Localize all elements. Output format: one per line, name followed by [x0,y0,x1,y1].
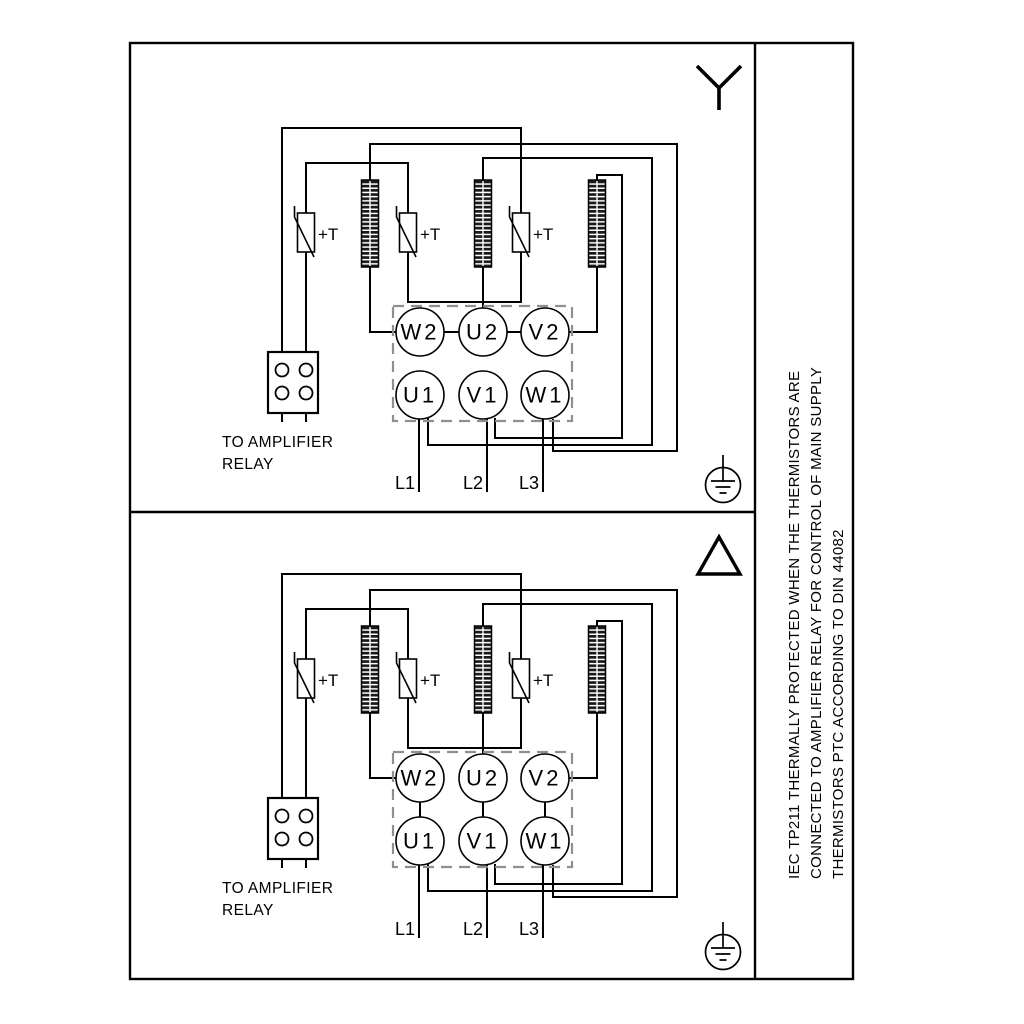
to-amplifier-relay-label-line1: TO AMPLIFIER [222,434,334,451]
side-note [786,367,847,879]
thermistor-label: +T [420,671,441,690]
side-note-line-2: CONNECTED TO AMPLIFIER RELAY FOR CONTROL OF MAIN SUPPLY [808,366,825,879]
supply-label-l3: L3 [518,919,539,939]
terminal-label-v2: V2 [528,765,562,791]
supply-label-l1: L1 [394,473,415,493]
thermistor-label: +T [420,225,441,244]
side-note-line-1: IEC TP211 THERMALLY PROTECTED WHEN THE THERMISTORS ARE [786,370,803,879]
thermistor-label: +T [318,671,339,690]
terminal-label-u2: U2 [465,319,501,345]
terminal-label-w1: W1 [525,828,565,854]
supply-label-l1: L1 [394,919,415,939]
supply-label-l2: L2 [462,473,483,493]
thermistor-label: +T [533,671,554,690]
delta-panel [222,537,741,970]
to-amplifier-relay-label-line2: RELAY [222,456,274,473]
earth-ground-icon [706,922,741,970]
to-amplifier-relay-label-line1: TO AMPLIFIER [222,880,334,897]
supply-label-l2: L2 [462,919,483,939]
thermistor-label: +T [533,225,554,244]
terminal-label-w2: W2 [400,765,440,791]
delta-connection-icon [698,537,740,574]
terminal-label-v1: V1 [466,828,500,854]
terminal-label-v1: V1 [466,382,500,408]
delta-bridge-link [420,802,545,817]
star-panel [222,66,741,503]
terminal-label-u1: U1 [402,382,438,408]
supply-label-l3: L3 [518,473,539,493]
thermistor-label: +T [318,225,339,244]
terminal-label-u2: U2 [465,765,501,791]
to-amplifier-relay-label-line2: RELAY [222,902,274,919]
terminal-label-w1: W1 [525,382,565,408]
terminal-label-u1: U1 [402,828,438,854]
terminal-label-w2: W2 [400,319,440,345]
star-connection-icon [697,66,741,110]
terminal-label-v2: V2 [528,319,562,345]
earth-ground-icon [706,455,741,503]
side-note-line-3: THERMISTORS PTC ACCORDING TO DIN 44082 [830,529,847,879]
